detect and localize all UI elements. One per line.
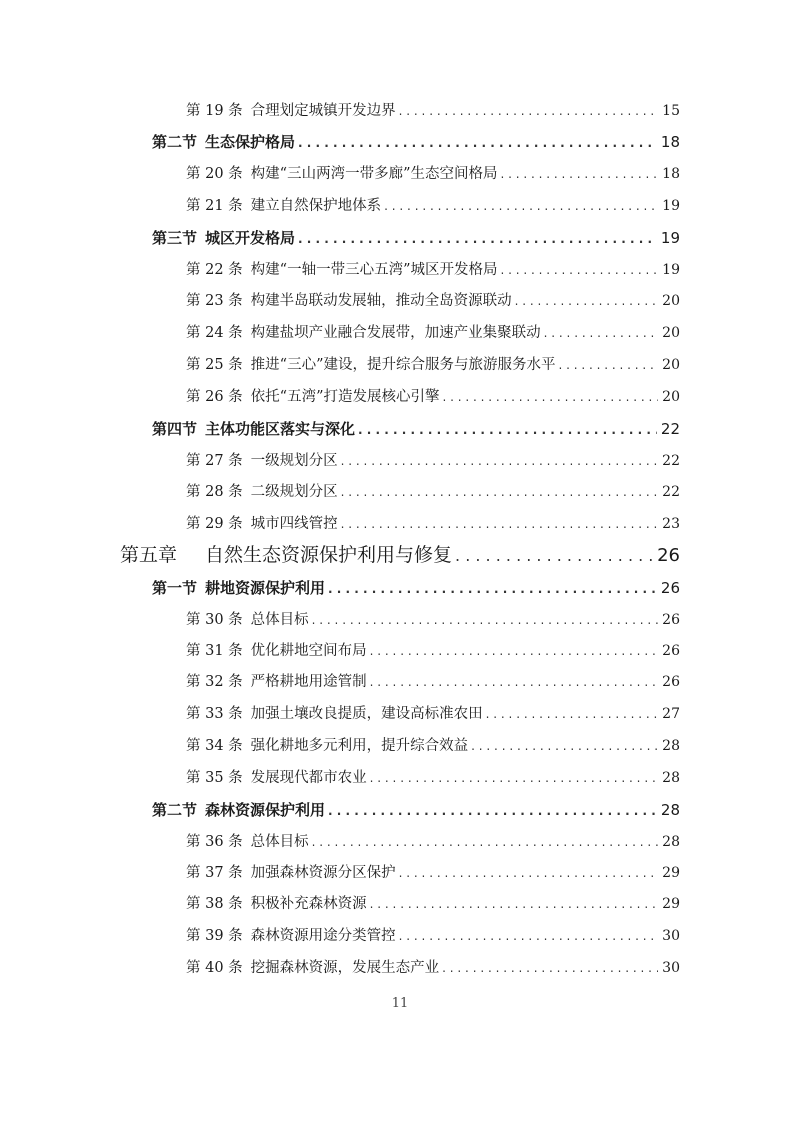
toc-entry-page-number: 27 [662, 706, 680, 722]
toc-entry-label [152, 223, 295, 253]
toc-entry-article[interactable] [186, 191, 680, 221]
toc-entry-label [186, 636, 367, 666]
toc-entry-number: 第 22 条 [186, 262, 243, 278]
toc-entry-label [186, 889, 367, 919]
toc-entry-number: 第 20 条 [186, 166, 243, 182]
toc-entry-title: 建立自然保护地体系 [250, 198, 382, 214]
toc-entry-title: 构建“三山两湾一带多廊”生态空间格局 [250, 166, 498, 182]
toc-entry-number: 第二节 [152, 133, 198, 151]
toc-entry-number: 第二节 [152, 801, 198, 819]
toc-entry-number: 第 39 条 [186, 928, 243, 944]
toc-entry-label [186, 699, 483, 729]
toc-entry-title: 发展现代都市农业 [250, 770, 367, 786]
toc-leader-dots [544, 318, 659, 348]
toc-entry-number: 第 27 条 [186, 453, 243, 469]
toc-leader-dots [370, 667, 659, 697]
toc-leader-dots [384, 191, 658, 221]
toc-leader-dots [515, 286, 659, 316]
toc-entry-page-number: 28 [662, 738, 680, 754]
toc-entry-title: 二级规划分区 [250, 484, 338, 500]
toc-entry-number: 第 35 条 [186, 770, 243, 786]
toc-leader-dots [501, 255, 659, 285]
toc-entry-article[interactable] [186, 318, 680, 348]
toc-entry-page-number: 19 [662, 198, 680, 214]
toc-entry-page-number: 29 [662, 865, 680, 881]
toc-entry-number: 第 21 条 [186, 198, 243, 214]
toc-entry-page-number: 22 [662, 453, 680, 469]
toc-entry-article[interactable] [186, 286, 680, 316]
toc-entry-title: 总体目标 [250, 612, 309, 628]
toc-entry-number: 第 31 条 [186, 643, 243, 659]
toc-entry-title: 严格耕地用途管制 [250, 674, 367, 690]
toc-entry-article[interactable] [186, 731, 680, 761]
toc-leader-dots [341, 509, 659, 539]
toc-entry-number: 第 32 条 [186, 674, 243, 690]
toc-entry-label [186, 953, 439, 983]
toc-entry-title: 森林资源用途分类管控 [250, 928, 396, 944]
toc-entry-article[interactable] [186, 858, 680, 888]
toc-entry-label [186, 731, 468, 761]
toc-entry-page-number: 26 [662, 612, 680, 628]
toc-leader-dots [501, 159, 659, 189]
toc-entry-page-number: 26 [660, 579, 680, 597]
toc-leader-dots [370, 636, 659, 666]
toc-leader-dots [358, 415, 657, 445]
toc-entry-number: 第三节 [152, 229, 198, 247]
toc-entry-number: 第五章 [120, 544, 178, 566]
toc-leader-dots [442, 953, 658, 983]
toc-entry-article[interactable] [186, 827, 680, 857]
toc-entry-number: 第一节 [152, 579, 198, 597]
toc-entry-page-number: 20 [662, 325, 680, 341]
toc-entry-page-number: 23 [662, 516, 680, 532]
toc-entry-label [186, 509, 338, 539]
toc-entry-page-number: 19 [662, 262, 680, 278]
toc-entry-article[interactable] [186, 921, 680, 951]
toc-entry-article[interactable] [186, 605, 680, 635]
toc-entry-label [152, 414, 355, 444]
toc-entry-number: 第 25 条 [186, 357, 243, 373]
toc-entry-article[interactable] [186, 763, 680, 793]
toc-entry-number: 第 26 条 [186, 389, 243, 405]
toc-entry-number: 第 36 条 [186, 834, 243, 850]
toc-entry-article[interactable] [186, 255, 680, 285]
toc-entry-label [186, 318, 541, 348]
toc-leader-dots [328, 796, 657, 826]
toc-entry-page-number: 22 [660, 420, 680, 438]
toc-entry-title: 加强土壤改良提质，建设高标准农田 [250, 706, 483, 722]
toc-entry-section[interactable] [152, 223, 680, 253]
toc-entry-title: 耕地资源保护利用 [205, 579, 326, 597]
toc-entry-label [186, 159, 498, 189]
toc-entry-page-number: 28 [662, 770, 680, 786]
toc-entry-title: 一级规划分区 [250, 453, 338, 469]
toc-entry-article[interactable] [186, 446, 680, 476]
toc-entry-article[interactable] [186, 509, 680, 539]
toc-entry-section[interactable] [152, 573, 680, 603]
toc-leader-dots [370, 889, 659, 919]
toc-entry-title: 总体目标 [250, 834, 309, 850]
toc-entry-article[interactable] [186, 350, 680, 380]
toc-leader-dots [399, 921, 659, 951]
toc-entry-page-number: 18 [662, 166, 680, 182]
toc-entry-label [152, 573, 325, 603]
toc-entry-page-number: 28 [662, 834, 680, 850]
toc-leader-dots [486, 699, 659, 729]
toc-entry-title: 构建“一轴一带三心五湾”城区开发格局 [250, 262, 498, 278]
toc-entry-number: 第 40 条 [186, 960, 243, 976]
toc-entry-page-number: 18 [660, 133, 680, 151]
toc-leader-dots [399, 96, 659, 126]
toc-entry-title: 主体功能区落实与深化 [205, 420, 356, 438]
toc-entry-article[interactable] [186, 477, 680, 507]
toc-entry-number: 第 38 条 [186, 896, 243, 912]
toc-entry-label [152, 795, 325, 825]
toc-entry-label [186, 605, 309, 635]
toc-entry-title: 加强森林资源分区保护 [250, 865, 396, 881]
toc-entry-article[interactable] [186, 96, 680, 126]
toc-entry-page-number: 26 [657, 545, 680, 566]
toc-entry-number: 第 23 条 [186, 293, 243, 309]
toc-entry-section[interactable] [152, 127, 680, 157]
toc-leader-dots [298, 128, 657, 158]
toc-entry-number: 第 19 条 [186, 103, 243, 119]
toc-entry-title: 构建半岛联动发展轴，推动全岛资源联动 [250, 293, 512, 309]
toc-leader-dots [443, 382, 659, 412]
toc-entry-page-number: 20 [662, 357, 680, 373]
toc-entry-label [186, 191, 381, 221]
toc-entry-article[interactable] [186, 636, 680, 666]
toc-entry-page-number: 30 [662, 928, 680, 944]
toc-entry-title: 优化耕地空间布局 [250, 643, 367, 659]
toc-leader-dots [341, 477, 659, 507]
toc-leader-dots [455, 541, 653, 571]
toc-entry-title: 积极补充森林资源 [250, 896, 367, 912]
toc-entry-label [186, 286, 512, 316]
toc-leader-dots [370, 763, 659, 793]
toc-entry-page-number: 29 [662, 896, 680, 912]
toc-entry-page-number: 22 [662, 484, 680, 500]
toc-leader-dots [312, 827, 659, 857]
toc-entry-page-number: 20 [662, 389, 680, 405]
toc-entry-page-number: 20 [662, 293, 680, 309]
toc-entry-article[interactable] [186, 953, 680, 983]
toc-entry-title: 挖掘森林资源，发展生态产业 [250, 960, 440, 976]
toc-entry-title: 生态保护格局 [205, 133, 296, 151]
toc-entry-page-number: 26 [662, 674, 680, 690]
toc-entry-title: 城区开发格局 [205, 229, 296, 247]
toc-leader-dots [298, 224, 657, 254]
toc-entry-label [186, 763, 367, 793]
toc-entry-label [186, 477, 338, 507]
toc-leader-dots [399, 858, 659, 888]
toc-entry-label [186, 827, 309, 857]
toc-entry-title: 城市四线管控 [250, 516, 338, 532]
toc-entry-label [152, 127, 295, 157]
toc-entry-chapter[interactable] [120, 540, 680, 570]
toc-entry-article[interactable] [186, 382, 680, 412]
toc-entry-article[interactable] [186, 699, 680, 729]
toc-entry-page-number: 26 [662, 643, 680, 659]
toc-entry-title: 依托“五湾”打造发展核心引擎 [250, 389, 440, 405]
toc-entry-section[interactable] [152, 795, 680, 825]
toc-entry-number: 第 37 条 [186, 865, 243, 881]
toc-entry-page-number: 28 [660, 801, 680, 819]
toc-entry-page-number: 15 [662, 103, 680, 119]
toc-entry-label [186, 350, 556, 380]
toc-leader-dots [559, 350, 659, 380]
toc-entry-number: 第 29 条 [186, 516, 243, 532]
toc-entry-title: 构建盐坝产业融合发展带，加速产业集聚联动 [250, 325, 541, 341]
toc-entry-title: 强化耕地多元利用，提升综合效益 [250, 738, 469, 754]
toc-entry-title: 合理划定城镇开发边界 [250, 103, 396, 119]
toc-entry-label [186, 667, 367, 697]
toc-entry-title: 推进“三心”建设，提升综合服务与旅游服务水平 [250, 357, 556, 373]
toc-entry-label [186, 255, 498, 285]
toc-entry-title: 森林资源保护利用 [205, 801, 326, 819]
toc-entry-label [186, 382, 440, 412]
toc-entry-label [186, 96, 396, 126]
toc-entry-number: 第四节 [152, 420, 198, 438]
toc-entry-label [186, 446, 338, 476]
toc-entry-number: 第 34 条 [186, 738, 243, 754]
toc-entry-article[interactable] [186, 667, 680, 697]
toc-entry-label [186, 921, 396, 951]
toc-leader-dots [312, 605, 659, 635]
toc-entry-number: 第 28 条 [186, 484, 243, 500]
toc-entry-article[interactable] [186, 159, 680, 189]
toc-entry-page-number: 30 [662, 960, 680, 976]
toc-entry-page-number: 19 [660, 229, 680, 247]
toc-entry-section[interactable] [152, 414, 680, 444]
toc-entry-article[interactable] [186, 889, 680, 919]
page-number-footer: 11 [391, 996, 409, 1011]
toc-leader-dots [341, 446, 659, 476]
toc-entry-number: 第 30 条 [186, 612, 243, 628]
toc-entry-number: 第 33 条 [186, 706, 243, 722]
toc-entry-label [120, 540, 452, 570]
toc-leader-dots [328, 574, 657, 604]
toc-leader-dots [471, 731, 658, 761]
toc-entry-number: 第 24 条 [186, 325, 243, 341]
toc-entry-title: 自然生态资源保护利用与修复 [205, 544, 453, 566]
toc-entry-label [186, 858, 396, 888]
